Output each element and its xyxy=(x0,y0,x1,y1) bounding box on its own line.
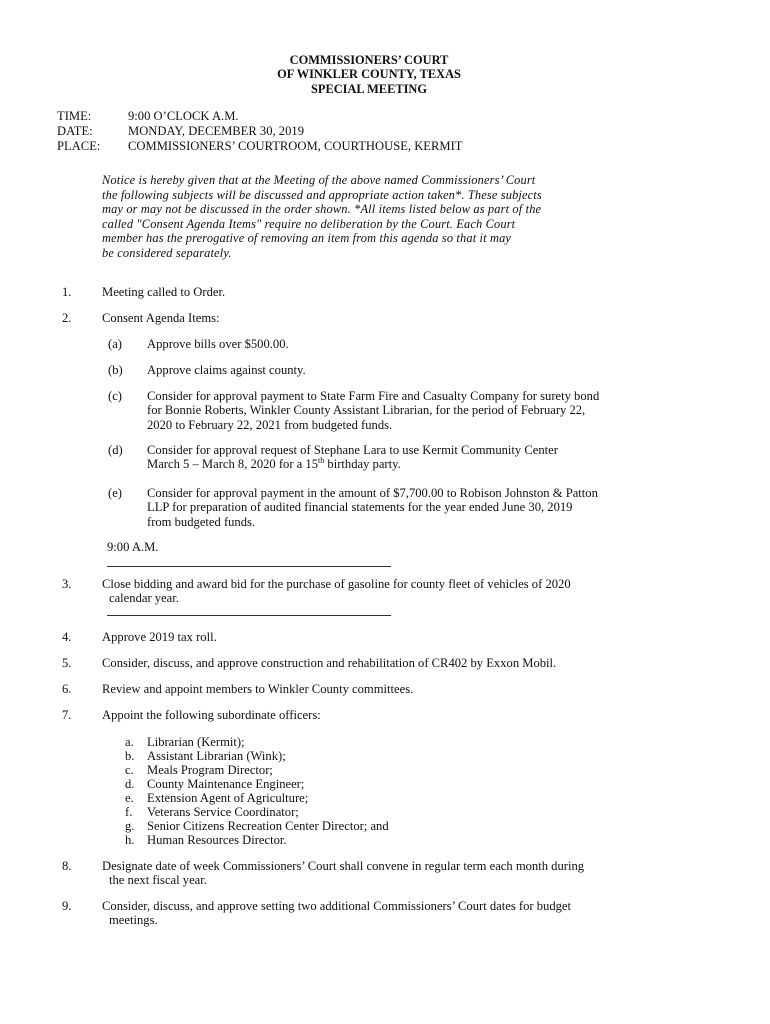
consent-line: Consider for approval payment in the amount of $7,700.00 to Robison Johnston & Patton xyxy=(147,486,598,500)
time-value: 9:00 O’CLOCK A.M. xyxy=(128,109,239,123)
consent-line xyxy=(147,457,692,471)
item-text: Appoint the following subordinate officers: xyxy=(102,708,321,722)
consent-text xyxy=(147,389,692,432)
item-line: Consider, discuss, and approve setting two additional Commissioners’ Court dates for budget xyxy=(102,899,572,913)
document-title xyxy=(0,53,738,96)
notice-line: may or may not be discussed in the order shown. *All items listed below as part of the xyxy=(102,202,542,217)
item-line: Designate date of week Commissioners’ Court shall convene in regular term each month during xyxy=(102,859,585,873)
title-line-1: COMMISSIONERS’ COURT xyxy=(289,53,449,67)
time-slot-label: 9:00 A.M. xyxy=(107,540,159,554)
officer-text: Librarian (Kermit); xyxy=(147,735,245,749)
notice-line: Notice is hereby given that at the Meeting of the above named Commissioners’ Court xyxy=(102,173,536,187)
notice-line: the following subjects will be discussed and appropriate action taken*. These subjects xyxy=(102,187,542,202)
item-text: Consider, discuss, and approve construction and rehabilitation of CR402 by Exxon Mobil. xyxy=(102,656,557,670)
officer-letter: c. xyxy=(125,763,134,777)
item-text xyxy=(102,577,692,606)
consent-text xyxy=(147,486,692,529)
item-text: Review and appoint members to Winkler County committees. xyxy=(102,682,414,696)
officer-text: Meals Program Director; xyxy=(147,763,273,777)
consent-letter: (b) xyxy=(108,363,123,377)
officer-text: Extension Agent of Agriculture; xyxy=(147,791,309,805)
item-line: calendar year. xyxy=(109,591,179,606)
officer-letter: f. xyxy=(125,805,133,819)
consent-letter: (e) xyxy=(108,486,122,500)
date-value: MONDAY, DECEMBER 30, 2019 xyxy=(128,124,304,138)
consent-line-part: March 5 – March 8, 2020 for a 15 xyxy=(147,457,319,472)
date-row xyxy=(57,124,462,139)
item-line: the next fiscal year. xyxy=(109,873,207,888)
item-text: Meeting called to Order. xyxy=(102,285,226,299)
consent-line: LLP for preparation of audited financial statements for the year ended June 30, 2019 xyxy=(147,500,573,515)
place-value: COMMISSIONERS’ COURTROOM, COURTHOUSE, KERMIT xyxy=(128,139,463,153)
item-text xyxy=(102,859,692,888)
item-number: 6. xyxy=(62,682,72,696)
consent-line: Consider for approval payment to State Farm Fire and Casualty Company for surety bond xyxy=(147,389,600,403)
ordinal-suffix: th xyxy=(318,456,325,466)
officer-letter: e. xyxy=(125,791,134,805)
notice-line: member has the prerogative of removing an item from this agenda so that it may xyxy=(102,231,512,246)
officer-text: Veterans Service Coordinator; xyxy=(147,805,299,819)
officer-letter: d. xyxy=(125,777,135,791)
officer-letter: b. xyxy=(125,749,135,763)
place-label: PLACE: xyxy=(57,139,101,153)
consent-letter: (c) xyxy=(108,389,122,403)
notice-line: called "Consent Agenda Items" require no deliberation by the Court. Each Court xyxy=(102,216,516,231)
consent-line-part: birthday party. xyxy=(324,457,401,472)
item-number: 4. xyxy=(62,630,72,644)
time-row xyxy=(57,109,462,124)
officer-text: Human Resources Director. xyxy=(147,833,287,847)
item-number: 3. xyxy=(62,577,72,591)
consent-text: Approve claims against county. xyxy=(147,363,306,377)
consent-line: Consider for approval request of Stephane Lara to use Kermit Community Center xyxy=(147,443,558,457)
item-number: 2. xyxy=(62,311,72,325)
officer-letter: a. xyxy=(125,735,134,749)
item-number: 7. xyxy=(62,708,72,722)
meeting-details xyxy=(57,109,462,154)
item-number: 1. xyxy=(62,285,72,299)
consent-line: for Bonnie Roberts, Winkler County Assistant Librarian, for the period of February 22, xyxy=(147,403,586,418)
time-label: TIME: xyxy=(57,109,92,123)
notice-line: be considered separately. xyxy=(102,245,232,260)
consent-text: Approve bills over $500.00. xyxy=(147,337,289,351)
consent-letter: (a) xyxy=(108,337,122,351)
officer-text: County Maintenance Engineer; xyxy=(147,777,305,791)
item-line: meetings. xyxy=(109,913,158,928)
consent-letter: (d) xyxy=(108,443,123,457)
signature-line xyxy=(107,615,391,616)
item-text xyxy=(102,899,692,928)
officer-letter: h. xyxy=(125,833,135,847)
officer-letter: g. xyxy=(125,819,135,833)
date-label: DATE: xyxy=(57,124,93,138)
officer-text: Assistant Librarian (Wink); xyxy=(147,749,286,763)
title-line-3: SPECIAL MEETING xyxy=(310,81,428,96)
consent-text xyxy=(147,443,692,472)
officer-text: Senior Citizens Recreation Center Director; and xyxy=(147,819,389,833)
title-line-2: OF WINKLER COUNTY, TEXAS xyxy=(277,67,461,82)
item-number: 8. xyxy=(62,859,72,873)
item-number: 9. xyxy=(62,899,72,913)
consent-line: from budgeted funds. xyxy=(147,514,256,529)
notice-paragraph xyxy=(102,173,642,261)
consent-line: 2020 to February 22, 2021 from budgeted funds. xyxy=(147,417,393,432)
item-text: Approve 2019 tax roll. xyxy=(102,630,217,644)
item-line: Close bidding and award bid for the purchase of gasoline for county fleet of vehicles of 2020 xyxy=(102,577,571,591)
signature-line xyxy=(107,566,391,567)
item-text: Consent Agenda Items: xyxy=(102,311,220,325)
place-row xyxy=(57,139,462,154)
item-number: 5. xyxy=(62,656,72,670)
